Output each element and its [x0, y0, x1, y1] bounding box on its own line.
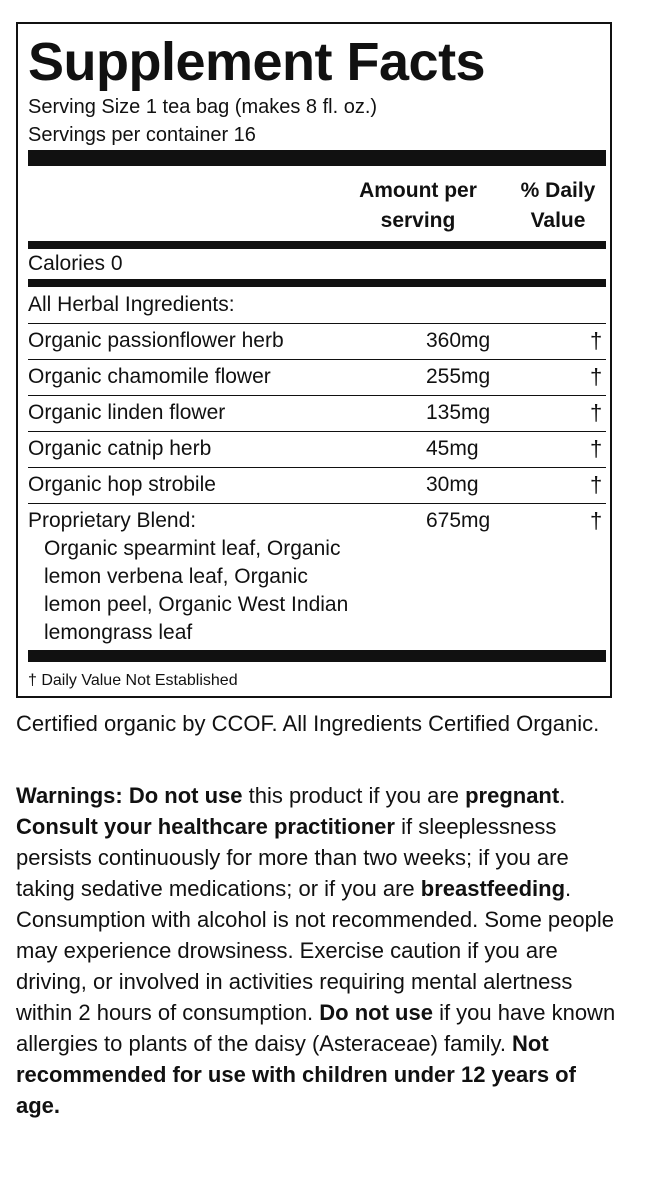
warning-bold: Do not use	[319, 1000, 433, 1025]
ingredient-dv: †	[590, 400, 603, 425]
blend-ingredients: Organic spearmint leaf, Organic lemon verbena leaf, Organic lemon peel, Organic West Indian lemongrass leaf	[44, 537, 349, 644]
ingredient-dv: †	[590, 364, 603, 389]
ingredient-dv: †	[590, 436, 603, 461]
ingredient-dv: †	[590, 472, 603, 497]
ingredient-amount: 135mg	[426, 401, 491, 424]
ingredient-amount: 360mg	[426, 329, 491, 352]
blend-dv: †	[590, 508, 603, 533]
thick-divider	[28, 150, 606, 166]
row-divider	[28, 503, 606, 504]
ingredient-amount: 255mg	[426, 365, 491, 388]
supplement-facts-panel	[16, 22, 612, 698]
warnings-paragraph: Warnings: Do not use this product if you are pregnant. Consult your healthcare practitioner if sleeplessness persists continuously for more than two weeks; if you are taking sedative medications; or if you are breastfeeding. Consumption with alcohol is not recommended. Some people may experience drowsiness. Exercise caution if you are driving, or involved in activities requiring mental alertness within 2 hours of consumption. Do not use if you have known allergies to plants of the daisy (Asteraceae) family. Not recommended for use with children under 12 years of age.	[16, 783, 616, 1118]
warning-bold: Warnings: Do not use	[16, 783, 243, 808]
row-divider	[28, 467, 606, 468]
ingredient-name: Organic linden flower	[28, 401, 226, 424]
ingredient-amount: 45mg	[426, 437, 479, 460]
certified-organic-statement: Certified organic by CCOF. All Ingredients Certified Organic.	[16, 711, 600, 736]
ingredient-name: Organic passionflower herb	[28, 329, 284, 352]
daily-value-column-header: % Daily Value	[520, 179, 596, 232]
medium-divider	[28, 279, 606, 287]
calories: Calories 0	[28, 252, 123, 275]
panel-title: Supplement Facts	[28, 32, 486, 92]
ingredient-amount: 30mg	[426, 473, 479, 496]
warning-bold: breastfeeding	[420, 876, 566, 901]
serving-size: Serving Size 1 tea bag (makes 8 fl. oz.)	[28, 96, 378, 118]
amount-column-header: Amount per serving	[359, 179, 477, 232]
daily-value-footnote: † Daily Value Not Established	[28, 672, 238, 689]
servings-per-container: Servings per container 16	[28, 124, 256, 146]
ingredient-dv: †	[590, 328, 603, 353]
thick-divider	[28, 650, 606, 662]
blend-name: Proprietary Blend:	[28, 509, 197, 532]
ingredient-name: Organic hop strobile	[28, 473, 216, 496]
ingredients-heading: All Herbal Ingredients:	[28, 293, 235, 316]
medium-divider	[28, 241, 606, 249]
blend-amount: 675mg	[426, 509, 491, 532]
warning-bold: pregnant	[465, 783, 560, 808]
row-divider	[28, 359, 606, 360]
warning-bold: Consult your healthcare practitioner	[16, 814, 395, 839]
ingredient-name: Organic chamomile flower	[28, 365, 271, 388]
ingredient-name: Organic catnip herb	[28, 437, 212, 460]
row-divider	[28, 431, 606, 432]
row-divider	[28, 395, 606, 396]
row-divider	[28, 323, 606, 324]
warning-bold: Not recommended for use with children under 12 years of age.	[16, 1031, 576, 1118]
